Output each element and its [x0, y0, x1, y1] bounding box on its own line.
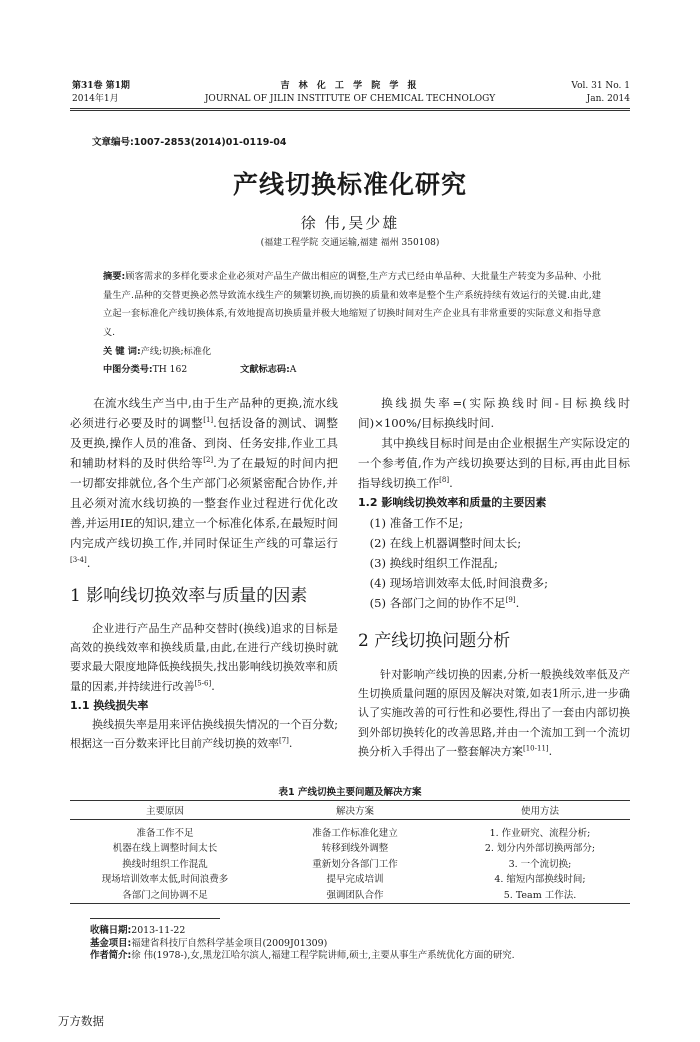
table-cell: 5. Team 工作法. — [503, 889, 577, 901]
left-column — [70, 393, 338, 753]
paper-affiliation: (福建工程学院 交通运输,福建 福州 350108) — [260, 238, 440, 248]
solutions-table — [70, 801, 630, 902]
table-row — [70, 886, 630, 902]
journal-volume-en: Vol. 31 No. 1 Jan. 2014 — [571, 81, 630, 104]
footnote — [90, 925, 620, 963]
table-row — [70, 855, 630, 871]
factor-item: (1) 准备工作不足; — [369, 516, 464, 530]
footnote-rule — [90, 918, 220, 919]
section-1-paragraph: 企业进行产品生产品种交替时(换线)追求的目标是高效的换线效率和换线质量,由此,在进行产线切换时就要求最大限度地降低换线损失,找出影响线切换效率和质量的因素,并持续进行改善[5-6]. — [70, 622, 338, 693]
table-cell: 准备工作标准化建立 — [312, 827, 398, 839]
header-rule-2 — [70, 110, 630, 111]
factor-item: (5) 各部门之间的协作不足[9]. — [369, 596, 520, 610]
table-cell: 提早完成培训 — [326, 874, 384, 886]
table-cell: 换线时组织工作混乱 — [122, 858, 208, 870]
table-row — [70, 871, 630, 887]
factor-item: (3) 换线时组织工作混乱; — [369, 556, 498, 570]
watermark: 万方数据 — [58, 1014, 104, 1028]
section-1-2-heading: 1.2 影响线切换效率和质量的主要因素 — [358, 496, 547, 509]
table-cell: 2. 划分内外部切换两部分; — [484, 843, 596, 855]
fund-project: 基金项目:福建省科技厅自然科学基金项目(2009J01309) — [90, 937, 328, 949]
table-cell: 转移到线外调整 — [321, 843, 389, 855]
table-cell: 准备工作不足 — [136, 827, 194, 839]
section-2-heading: 2 产线切换问题分析 — [358, 631, 511, 651]
journal-volume-cn: 第31卷 第1期 2014年1月 — [72, 81, 130, 104]
formula: 换线损失率=(实际换线时间-目标换线时间)×100%/目标换线时间. — [358, 396, 630, 430]
table-row — [70, 840, 630, 856]
table-cell: 强调团队合作 — [326, 889, 384, 901]
paper-authors: 徐 伟,吴少雄 — [300, 214, 400, 232]
author-bio: 作者简介:徐 伟(1978-),女,黑龙江哈尔滨人,福建工程学院讲师,硕士,主要从事生产系统优化方面的研究. — [90, 950, 515, 961]
section-2-paragraph: 针对影响产线切换的因素,分析一般换线效率低及产生切换质量问题的原因及解决对策,如表1所示,进一步确认了实施改善的可行性和必要性,得出了一套由内部切换到外部切换转化的改善思路,并由一个流加工到一个流切换分析入手得出了一整套解决方案[10-11]. — [358, 668, 630, 758]
table-cell: 4. 缩短内部换线时间; — [494, 874, 586, 886]
table-cell: 各部门之间协调不足 — [122, 889, 208, 901]
table-header-row — [70, 801, 630, 820]
table-header-cell: 解决方案 — [260, 801, 450, 820]
table-header-cell: 使用方法 — [450, 801, 630, 820]
table-bottom-rule — [70, 903, 630, 904]
section-1-heading: 1 影响线切换效率与质量的因素 — [70, 586, 308, 606]
keywords: 关 键 词:产线;切换;标准化 — [103, 346, 212, 357]
article-number: 文章编号:1007-2853(2014)01-0119-04 — [92, 137, 287, 148]
table-cell: 1. 作业研究、流程分析; — [489, 827, 591, 839]
table-cell: 3. 一个流切换; — [508, 858, 572, 870]
factor-item: (4) 现场培训效率太低,时间浪费多; — [369, 576, 549, 590]
header-rule — [70, 108, 630, 109]
journal-name: 吉 林 化 工 学 院 学 报 JOURNAL OF JILIN INSTITUTE OF CHEMICAL TECHNOLOGY — [204, 81, 496, 104]
table-header-cell: 主要原因 — [70, 801, 260, 820]
received-date: 收稿日期:2013-11-22 — [90, 925, 186, 936]
paper-title: 产线切换标准化研究 — [232, 170, 467, 199]
table-caption: 表1 产线切换主要问题及解决方案 — [278, 787, 422, 798]
right-column — [358, 393, 630, 761]
section-1-1-heading: 1.1 换线损失率 — [70, 698, 149, 712]
table-row — [70, 820, 630, 840]
section-1-1-paragraph: 换线损失率是用来评估换线损失情况的一个百分数;根据这一百分数来评比目前产线切换的效率[7]. — [70, 717, 338, 751]
table-cell: 重新划分各部门工作 — [312, 858, 398, 870]
classification: 中图分类号:TH 162 文献标志码:A — [103, 364, 297, 375]
table-cell: 机器在线上调整时间太长 — [112, 843, 218, 855]
target-time-paragraph: 其中换线目标时间是由企业根据生产实际设定的一个参考值,作为产线切换要达到的目标,再由此目标指导线切换工作[8]. — [358, 436, 630, 490]
intro-paragraph: 在流水线生产当中,由于生产品种的更换,流水线必须进行必要及时的调整[1].包括设备的测试、调整及更换,操作人员的准备、到岗、任务安排,作业工具和辅助材料的及时供给等[2].为了在最短的时间内把一切都安排就位,各个生产部门必须紧密配合协作,并且必须对流水线切换的一整套作业过程进行优化改善,并运用IE的知识,建立一个标准化体系,在最短时间内完成产线切换工作,并同时保证生产线的可靠运行[3-4]. — [70, 396, 338, 570]
abstract: 摘要:顾客需求的多样化要求企业必须对产品生产做出相应的调整,生产方式已经由单品种、大批量生产转变为多品种、小批量生产.品种的交替更换必然导致流水线生产的频繁切换,而切换的质量和效率是整个生产系统持续有效运行的关键.由此,建立起一套标准化产线切换体系,有效地提高切换质量并极大地缩短了切换时间对生产企业具有非常重要的实际意义和指导意义. — [103, 271, 601, 338]
table-cell: 现场培训效率太低,时间浪费多 — [101, 874, 229, 886]
factor-item: (2) 在线上机器调整时间太长; — [369, 536, 522, 550]
